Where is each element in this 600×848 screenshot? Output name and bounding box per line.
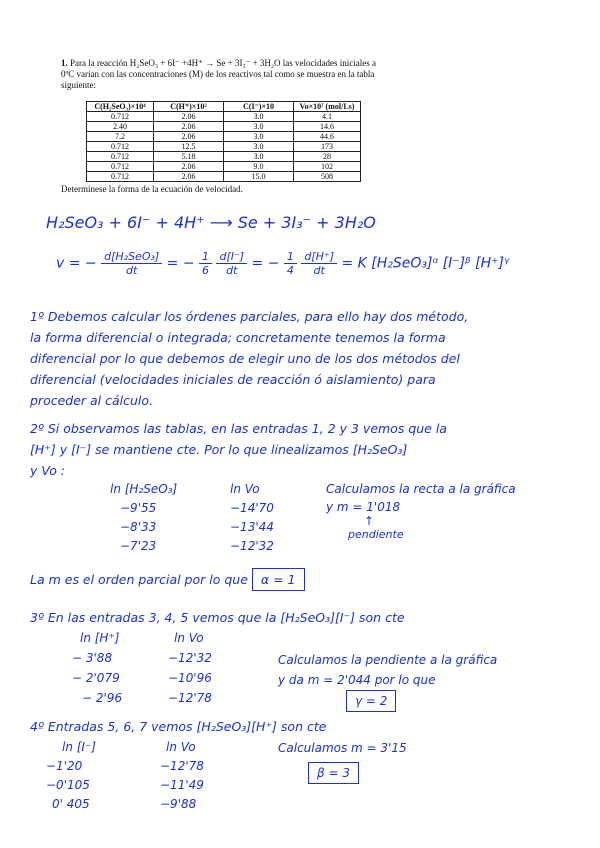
fraction-denominator: dt <box>313 264 325 277</box>
fraction-numerator: d[H⁺] <box>301 250 337 264</box>
column-value: −9'55 <box>120 501 157 515</box>
column-value: −9'88 <box>160 797 197 811</box>
rate-equals: = − <box>251 255 280 272</box>
column-value: − 2'96 <box>82 691 123 705</box>
note-line: y da m = 2'044 por lo que <box>278 673 436 687</box>
result-beta: β = 3 <box>308 762 359 784</box>
column-value: −12'78 <box>160 759 204 773</box>
table-cell: 3.0 <box>224 152 294 162</box>
rate-v-label: v = <box>56 255 81 272</box>
table-cell: 0.712 <box>87 142 154 152</box>
table-row <box>87 162 361 172</box>
step-4-col-ln-vo <box>160 738 204 814</box>
text-line: diferencial por lo que debemos de elegir uno de los dos métodos del <box>30 351 460 366</box>
table-cell: 2.06 <box>154 122 224 132</box>
column-value: 0' 405 <box>52 797 90 811</box>
step-1-text <box>30 306 468 411</box>
note-line: Calculamos la recta a la gráfica <box>326 482 516 496</box>
problem-number: 1. <box>61 58 68 68</box>
step-4-col-ln-i <box>46 738 96 814</box>
column-header: ln Vo <box>174 631 204 645</box>
step-2-col-ln-h2seo3 <box>110 480 177 556</box>
table-cell: 7.2 <box>87 132 154 142</box>
text-line: la forma diferencial o integrada; concretamente tenemos la forma <box>30 330 446 345</box>
rate-sign: − <box>84 255 97 272</box>
table-cell: 2.06 <box>154 172 224 182</box>
problem-instruction: Determínese la forma de la ecuación de velocidad. <box>61 184 243 194</box>
conclusion-text: La m es el orden parcial por lo que <box>30 572 248 587</box>
column-header: ln [H⁺] <box>80 631 120 645</box>
step-3-text: 3º En las entradas 3, 4, 5 vemos que la [H₂SeO₃][I⁻] son cte <box>30 610 405 625</box>
col-header-h: C(H⁺)×10² <box>154 102 224 112</box>
fraction-denominator: dt <box>226 264 238 277</box>
column-value: −1'20 <box>46 759 83 773</box>
note-line: Calculamos m = 3'15 <box>278 741 407 755</box>
fraction-numerator: 1 <box>284 250 297 264</box>
statement-line: siguiente: <box>61 80 96 90</box>
table-cell: 15.0 <box>224 172 294 182</box>
column-value: − 3'88 <box>72 651 113 665</box>
table-cell: 2.06 <box>154 162 224 172</box>
text-line: 2º Si observamos las tablas, en las entradas 1, 2 y 3 vemos que la <box>30 421 447 436</box>
text-line: proceder al cálculo. <box>30 393 154 408</box>
reaction-equation: H₂SeO₃ + 6I⁻ + 4H⁺ ⟶ Se + 3I₃⁻ + 3H₂O <box>46 213 376 232</box>
step-2-col-ln-vo <box>230 480 274 556</box>
table-row <box>87 122 361 132</box>
rate-law: = K [H₂SeO₃]ᵅ [I⁻]ᵝ [H⁺]ᵞ <box>341 255 510 272</box>
table-cell: 3.0 <box>224 122 294 132</box>
column-header: ln [H₂SeO₃] <box>110 482 178 496</box>
table-cell: 2.40 <box>87 122 154 132</box>
column-value: −8'33 <box>120 520 157 534</box>
col-header-h2seo3: C(H₂SeO₃)×10⁴ <box>87 102 154 112</box>
table-cell: 9.0 <box>224 162 294 172</box>
rate-fraction-h2seo3 <box>101 250 162 277</box>
col-header-i: C(I⁻)×10 <box>224 102 294 112</box>
column-value: −12'32 <box>230 539 274 553</box>
step-4-text: 4º Entradas 5, 6, 7 vemos [H₂SeO₃][H⁺] son cte <box>30 719 327 734</box>
table-cell: 12.5 <box>154 142 224 152</box>
fraction-numerator: 1 <box>199 250 212 264</box>
table-row <box>87 172 361 182</box>
table-cell: 508 <box>294 172 361 182</box>
rate-coefficient-4 <box>284 250 297 277</box>
result-gamma: γ = 2 <box>346 690 396 712</box>
step-3-col-ln-h <box>72 628 122 708</box>
text-line: y Vo : <box>30 463 66 478</box>
statement-line: 0ºC varían con las concentraciones (M) de los reactivos tal como se muestra en la tabla <box>61 69 375 79</box>
fraction-denominator: 6 <box>202 264 210 277</box>
table-cell: 28 <box>294 152 361 162</box>
rate-equals: = − <box>166 255 195 272</box>
table-row <box>87 142 361 152</box>
column-value: −10'96 <box>168 671 212 685</box>
note-arrow: ↑ <box>364 514 375 528</box>
table-row <box>87 112 361 122</box>
table-cell: 2.06 <box>154 132 224 142</box>
table-cell: 5.18 <box>154 152 224 162</box>
table-cell: 4.1 <box>294 112 361 122</box>
table-header-row <box>87 102 361 112</box>
table-cell: 44.6 <box>294 132 361 142</box>
step-2-text <box>30 418 447 481</box>
table-row <box>87 132 361 142</box>
table-cell: 173 <box>294 142 361 152</box>
table-cell: 0.712 <box>87 162 154 172</box>
column-value: −11'49 <box>160 778 204 792</box>
note-line: y m = 1'018 <box>326 500 401 514</box>
table-cell: 14.6 <box>294 122 361 132</box>
table-cell: 0.712 <box>87 152 154 162</box>
step-3-col-ln-vo <box>168 628 212 708</box>
column-header: ln Vo <box>230 482 260 496</box>
column-value: −12'78 <box>168 691 212 705</box>
note-line: pendiente <box>348 528 404 541</box>
table-cell: 0.712 <box>87 112 154 122</box>
column-value: −0'105 <box>46 778 90 792</box>
column-value: −12'32 <box>168 651 212 665</box>
fraction-numerator: d[I⁻] <box>216 250 247 264</box>
column-header: ln [I⁻] <box>62 740 96 754</box>
table-row <box>87 152 361 162</box>
statement-line: Para la reacción H₂SeO₃ + 6I⁻ +4H⁺ → Se + 3I₃⁻ + 3H₂O las velocidades iniciales a <box>70 58 377 68</box>
rate-expression <box>56 250 509 277</box>
column-value: −13'44 <box>230 520 274 534</box>
text-line: [H⁺] y [I⁻] se mantiene cte. Por lo que linealizamos [H₂SeO₃] <box>30 442 408 457</box>
table-cell: 3.0 <box>224 142 294 152</box>
result-alpha: α = 1 <box>252 568 305 591</box>
problem-statement <box>61 58 391 91</box>
table-cell: 0.712 <box>87 172 154 182</box>
table-cell: 102 <box>294 162 361 172</box>
fraction-numerator: d[H₂SeO₃] <box>101 250 162 264</box>
rate-fraction-h <box>301 250 337 277</box>
column-header: ln Vo <box>166 740 196 754</box>
step-2-note <box>326 480 516 544</box>
table-cell: 2.06 <box>154 112 224 122</box>
step-3-note <box>278 650 497 712</box>
table-cell: 3.0 <box>224 132 294 142</box>
fraction-denominator: dt <box>126 264 138 277</box>
column-value: −7'23 <box>120 539 157 553</box>
column-value: − 2'079 <box>72 671 120 685</box>
text-line: 1º Debemos calcular los órdenes parciales, para ello hay dos método, <box>30 309 469 324</box>
data-table <box>86 101 361 182</box>
rate-coefficient-6 <box>199 250 212 277</box>
fraction-denominator: 4 <box>286 264 294 277</box>
step-2-conclusion <box>30 568 305 591</box>
text-line: diferencial (velocidades iniciales de reacción ó aislamiento) para <box>30 372 436 387</box>
table-cell: 3.0 <box>224 112 294 122</box>
column-value: −14'70 <box>230 501 274 515</box>
note-line: Calculamos la pendiente a la gráfica <box>278 653 498 667</box>
step-4-note <box>278 738 407 784</box>
rate-fraction-i <box>216 250 247 277</box>
col-header-vo: Vo×10⁷ (mol/Ls) <box>294 102 361 112</box>
